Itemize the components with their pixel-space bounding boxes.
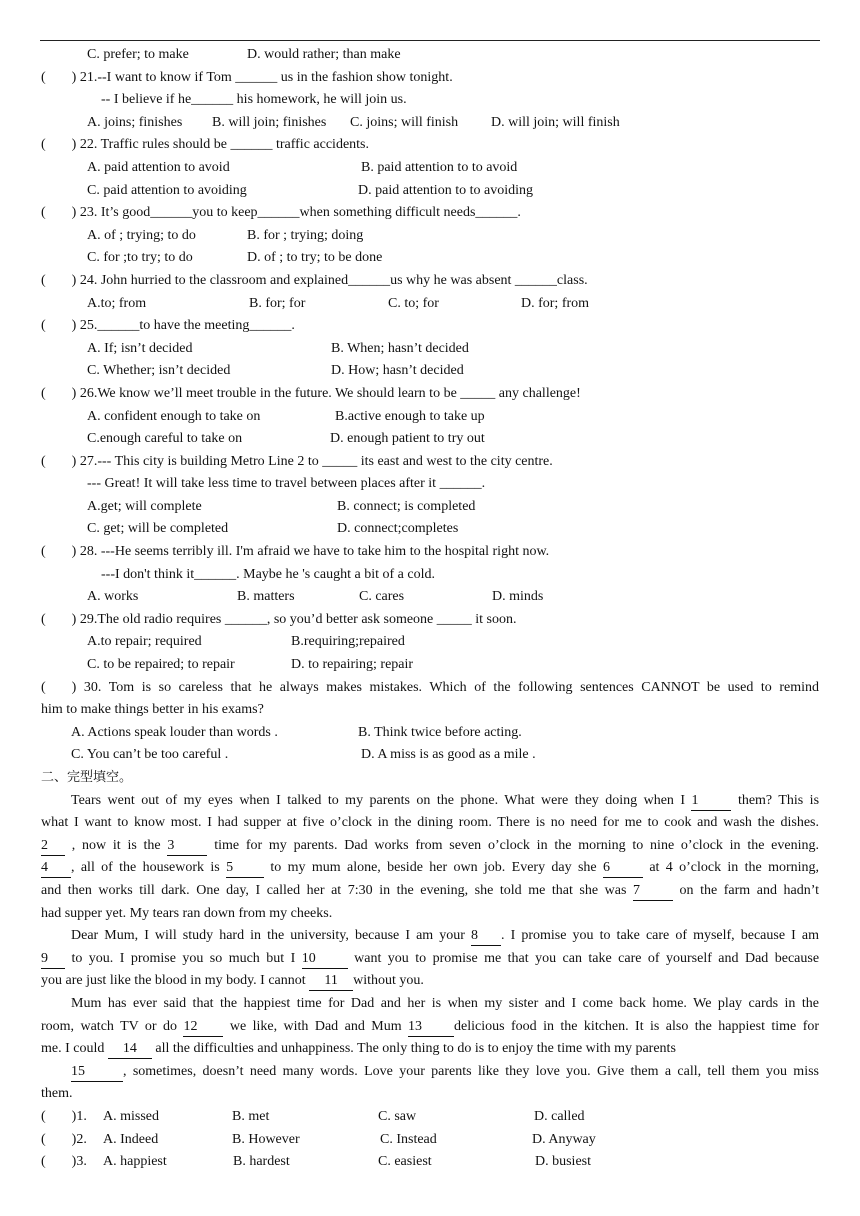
option-d: D. to repairing; repair xyxy=(291,657,414,673)
option-c: C. prefer; to make xyxy=(87,47,189,62)
option-d: D. A miss is as good as a mile . xyxy=(361,747,536,763)
option-a: A. confident enough to take on xyxy=(87,408,261,424)
option-a: A. Indeed xyxy=(103,1131,159,1147)
options-row xyxy=(41,360,819,383)
passage-line: Tears went out of my eyes when I talked to my parents on the phone. What were they doing when I 1 them? This is xyxy=(41,790,819,813)
option-d: D. would rather; than make xyxy=(247,47,401,62)
question-text: Tom is so careless that he always makes mistakes. Which of the following sentences CANNOT be used to remind xyxy=(108,679,819,695)
option-a: A. Actions speak louder than words . xyxy=(71,724,278,740)
cloze-item-2: ( )2. A. Indeed B. However C. Instead D. Anyway xyxy=(41,1129,819,1152)
options-row xyxy=(41,406,819,429)
option-b: B. Think twice before acting. xyxy=(358,724,522,740)
blank-10[interactable]: 10 xyxy=(302,950,348,969)
option-c: C. to be repaired; to repair xyxy=(87,657,235,673)
question-text: ---He seems terribly ill. I'm afraid we have to take him to the hospital right now. xyxy=(100,544,550,560)
option-d: D. for; from xyxy=(521,295,590,311)
passage-line: them. xyxy=(41,1086,73,1102)
section-heading: 二、完型填空。 xyxy=(41,770,133,785)
options-row xyxy=(41,338,819,361)
question-text: ______to have the meeting______. xyxy=(97,318,295,334)
question-21: ( ) 21.--I want to know if Tom ______ us in the fashion show tonight. xyxy=(41,69,453,85)
blank-9[interactable]: 9 xyxy=(41,950,65,969)
question-24: ( ) 24. John hurried to the classroom and explained______us why he was absent ______class. xyxy=(41,272,588,288)
passage-line: 2 , now it is the 3 time for my parents. Dad works from seven o’clock in the morning to nine o’clock in the evening. xyxy=(41,835,819,858)
options-row xyxy=(41,722,819,745)
option-d: D. minds xyxy=(492,589,544,605)
question-23: ( ) 23. It’s good______you to keep______when something difficult needs______. xyxy=(41,205,521,221)
option-c: C. Instead xyxy=(380,1131,437,1147)
option-a: A. works xyxy=(87,589,139,605)
passage-line: had supper yet. My tears ran down from my cheeks. xyxy=(41,905,333,921)
option-b: B. will join; finishes xyxy=(212,114,327,130)
options-row xyxy=(41,225,819,248)
question-line: --- Great! It will take less time to travel between places after it ______. xyxy=(87,476,486,492)
options-row xyxy=(41,247,819,270)
blank-8[interactable]: 8 xyxy=(471,927,501,946)
blank-6[interactable]: 6 xyxy=(603,859,643,878)
option-b: B. paid attention to to avoid xyxy=(361,159,518,175)
options-row xyxy=(41,586,819,609)
option-c: C. You can’t be too careful . xyxy=(71,747,229,763)
blank-15[interactable]: 15 xyxy=(71,1063,123,1082)
passage-line: room, watch TV or do 12 we like, with Dad and Mum 13 delicious food in the kitchen. It is also the happiest time for xyxy=(41,1016,819,1039)
option-b: B. matters xyxy=(237,589,295,605)
question-22: ( ) 22. Traffic rules should be ______ traffic accidents. xyxy=(41,137,369,153)
option-a: A.get; will complete xyxy=(87,498,202,514)
question-29: ( ) 29.The old radio requires ______, so you’d better ask someone _____ it soon. xyxy=(41,611,517,627)
option-d: D. will join; will finish xyxy=(491,114,620,130)
question-text: We know we’ll meet trouble in the future. We should learn to be _____ any challenge! xyxy=(97,385,581,401)
exam-page xyxy=(41,44,819,1174)
question-26: ( ) 26.We know we’ll meet trouble in the future. We should learn to be _____ any challenge! xyxy=(41,385,581,401)
option-c: C. get; will be completed xyxy=(87,521,229,537)
blank-4[interactable]: 4 xyxy=(41,859,71,878)
options-row xyxy=(41,631,819,654)
options-row xyxy=(41,293,819,316)
passage-line: you are just like the blood in my body. I cannot 11 without you. xyxy=(41,970,819,993)
question-27: ( ) 27.--- This city is building Metro Line 2 to _____ its east and west to the city centre. xyxy=(41,453,553,469)
question-line: ---I don't think it______. Maybe he 's caught a bit of a cold. xyxy=(101,566,435,582)
blank-7[interactable]: 7 xyxy=(633,882,673,901)
question-text: Traffic rules should be ______ traffic accidents. xyxy=(100,137,369,153)
option-a: A.to repair; required xyxy=(87,634,202,650)
cloze-item-1: ( )1. A. missed B. met C. saw D. called xyxy=(41,1106,819,1129)
option-b: B. met xyxy=(232,1108,270,1124)
passage-line: Dear Mum, I will study hard in the university, because I am your 8 . I promise you to take care of myself, because I am xyxy=(41,925,819,948)
option-a: A.to; from xyxy=(87,295,147,311)
option-a: A. joins; finishes xyxy=(87,114,183,130)
question-text: John hurried to the classroom and explained______us why he was absent ______class. xyxy=(100,272,588,288)
options-row xyxy=(41,496,819,519)
options-row xyxy=(41,654,819,677)
option-d: D. Anyway xyxy=(532,1131,596,1147)
option-b: B. connect; is completed xyxy=(337,498,476,514)
blank-12[interactable]: 12 xyxy=(183,1018,223,1037)
option-a: A. happiest xyxy=(103,1154,167,1170)
option-a: A. If; isn’t decided xyxy=(87,340,193,356)
options-row xyxy=(41,518,819,541)
option-b: B. When; hasn’t decided xyxy=(331,340,469,356)
option-c: C. joins; will finish xyxy=(350,114,459,130)
option-d: D. busiest xyxy=(535,1154,591,1170)
passage-line: 4 , all of the housework is 5 to my mum alone, beside her own job. Every day she 6 at 4 o’clock in the morning, xyxy=(41,857,819,880)
question-30: ( ) 30. Tom is so careless that he always makes mistakes. Which of the following sentences CANNOT be used to remind xyxy=(41,679,819,695)
option-c: C. easiest xyxy=(378,1154,432,1170)
passage-line: and then works till dark. One day, I called her at 7:30 in the evening, she told me that she was 7 on the farm and hadn’t xyxy=(41,880,819,903)
option-b: B.active enough to take up xyxy=(335,408,485,424)
question-text: --I want to know if Tom ______ us in the fashion show tonight. xyxy=(97,69,453,85)
question-line: him to make things better in his exams? xyxy=(41,702,264,718)
question-28: ( ) 28. ---He seems terribly ill. I'm afraid we have to take him to the hospital right now. xyxy=(41,544,550,560)
option-c: C. to; for xyxy=(388,295,439,311)
option-c: C. saw xyxy=(378,1108,417,1124)
option-d: D. enough patient to try out xyxy=(330,431,485,447)
option-c: C. Whether; isn’t decided xyxy=(87,363,231,379)
prev-options xyxy=(41,44,819,67)
passage-line: Mum has ever said that the happiest time for Dad and her is when my sister and I come back home. We play cards in the xyxy=(71,995,819,1011)
option-b: B.requiring;repaired xyxy=(291,634,405,650)
option-c: C. paid attention to avoiding xyxy=(87,182,247,198)
cloze-item-3: ( )3. A. happiest B. hardest C. easiest D. busiest xyxy=(41,1151,819,1174)
options-row xyxy=(41,157,819,180)
option-a: A. of ; trying; to do xyxy=(87,227,196,243)
option-c: C.enough careful to take on xyxy=(87,431,243,447)
option-b: B. for; for xyxy=(249,295,306,311)
option-d: D. called xyxy=(534,1108,585,1124)
passage-line: what I want to know most. I had supper at five o’clock in the dining room. There is no need for me to cook and wash the dishes. xyxy=(41,815,819,831)
option-d: D. connect;completes xyxy=(337,521,459,537)
question-text: The old radio requires ______, so you’d better ask someone _____ it soon. xyxy=(97,611,517,627)
header-rule xyxy=(40,40,820,41)
blank-5[interactable]: 5 xyxy=(226,859,264,878)
question-text: It’s good______you to keep______when something difficult needs______. xyxy=(100,205,521,221)
option-b: B. hardest xyxy=(233,1154,290,1170)
blank-13[interactable]: 13 xyxy=(408,1018,454,1037)
blank-14[interactable]: 14 xyxy=(108,1040,152,1059)
option-b: B. However xyxy=(232,1131,300,1147)
options-row xyxy=(41,112,819,135)
passage-line: 15 , sometimes, doesn’t need many words. Love your parents like they love you. Give them a call, tell them you miss xyxy=(41,1061,819,1084)
blank-11[interactable]: 11 xyxy=(309,972,353,991)
options-row xyxy=(41,180,819,203)
option-a: A. paid attention to avoid xyxy=(87,159,230,175)
blank-3[interactable]: 3 xyxy=(167,837,207,856)
question-25: ( ) 25.______to have the meeting______. xyxy=(41,318,295,334)
blank-1[interactable]: 1 xyxy=(691,792,731,811)
option-c: C. for ;to try; to do xyxy=(87,250,193,266)
passage-line: 9 to you. I promise you so much but I 10 want you to promise me that you can take care of yourself and Dad because xyxy=(41,948,819,971)
options-row xyxy=(41,744,819,767)
options-row xyxy=(41,428,819,451)
question-line: -- I believe if he______ his homework, he will join us. xyxy=(101,92,407,108)
passage-line: me. I could 14 all the difficulties and unhappiness. The only thing to do is to enjoy the time with my parents xyxy=(41,1038,819,1061)
option-d: D. paid attention to to avoiding xyxy=(358,182,533,198)
option-c: C. cares xyxy=(359,589,405,605)
option-a: A. missed xyxy=(103,1108,159,1124)
option-d: D. How; hasn’t decided xyxy=(331,363,464,379)
blank-2[interactable]: 2 xyxy=(41,837,65,856)
question-text: --- This city is building Metro Line 2 to _____ its east and west to the city centre. xyxy=(97,453,553,469)
option-d: D. of ; to try; to be done xyxy=(247,250,383,266)
option-b: B. for ; trying; doing xyxy=(247,227,364,243)
